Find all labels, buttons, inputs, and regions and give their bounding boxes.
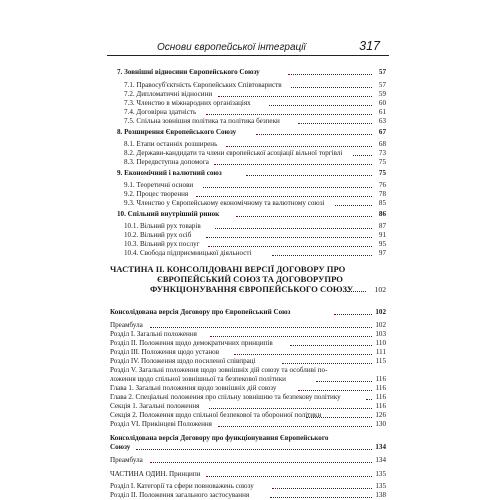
dot-leader: [218, 96, 372, 97]
dot-leader: [208, 246, 372, 247]
toc-entry-title: 9.2. Процес творення: [124, 190, 189, 198]
dot-leader: [150, 462, 372, 463]
dot-leader: [234, 354, 372, 355]
toc-page-number: 76: [378, 181, 386, 189]
toc-entry-title: Глава 2. Спеціальні положення про спільну зовнішню та безпекову політику: [110, 393, 341, 401]
toc-page-number: 59: [378, 90, 386, 98]
toc-entry-title: 9.1. Теоретичні основи: [124, 181, 194, 189]
toc-entry-title: Преамбула: [110, 321, 143, 329]
dot-leader: [269, 105, 372, 106]
toc-entry-title: 8.1. Етапи останніх розширень: [124, 140, 218, 148]
toc-page-number: 63: [378, 117, 386, 125]
toc-entry-title: 7.3. Членство в міжнародних організаціях: [124, 99, 251, 107]
toc-page-number: 68: [378, 140, 386, 148]
toc-entry-title: 7.2. Дипломатичні відносини: [124, 90, 213, 98]
toc-page-number: 116: [375, 384, 386, 392]
dot-leader: [272, 488, 372, 489]
toc-entry-title: 10.3. Вільний рух послуг: [124, 240, 200, 248]
dot-leader: [246, 175, 372, 176]
part-two-line: ЧАСТИНА ІІ. КОНСОЛІДОВАНІ ВЕРСІЇ ДОГОВОРУ ПРО: [110, 264, 346, 274]
toc-page-number: 73: [378, 149, 386, 157]
toc-page-number: 134: [375, 456, 386, 464]
toc-entry-title: ЧАСТИНА ОДИН. Принципи: [110, 470, 201, 478]
toc-entry-title: Розділ ІV. Положення щодо посиленої співпраці: [110, 357, 256, 365]
toc-entry-title: 9.3. Членство у Європейському економічному та валютному союзі: [124, 199, 325, 207]
toc-entry-title: Консолідована версія Договору про функціонування Європейського: [110, 434, 329, 442]
toc-entry-title: 10.4. Свобода підприємницької діяльності: [124, 249, 252, 257]
toc-page-number: 57: [378, 68, 386, 76]
dot-leader: [206, 237, 372, 238]
dot-leader: [203, 187, 372, 188]
dot-leader: [272, 255, 372, 256]
dot-leader: [218, 426, 372, 427]
toc-page-number: 87: [378, 222, 386, 230]
dot-leader: [256, 134, 372, 135]
toc-page-number: 116: [375, 402, 386, 410]
toc-entry-title: 10.2. Вільний рух осіб: [124, 231, 192, 239]
toc-page-number: 75: [378, 169, 386, 177]
toc-entry-title: Розділ І. Загальні положення: [110, 330, 197, 338]
toc-page-number: 86: [378, 210, 386, 218]
part-two-line: ЄВРОПЕЙСЬКИЙ СОЮЗ ТА ДОГОВОРУПРО: [157, 274, 343, 285]
toc-page-number: 61: [378, 108, 386, 116]
toc-page-number: 138: [375, 491, 386, 499]
toc-entry-title: 10. Спільний внутрішній ринок: [117, 210, 220, 218]
part-two-line: ФУНКЦІОНУВАННЯ ЄВРОПЕЙСЬКОГО СОЮЗУ: [150, 284, 354, 295]
toc-entry-title: 7. Зовнішні відносини Європейського Союзу: [117, 68, 260, 76]
toc-entry-title: 8.3. Передвступна допомога: [124, 158, 209, 166]
dot-leader: [214, 164, 372, 165]
running-title: Основи європейської інтеграції: [157, 42, 306, 53]
toc-page-number: 91: [378, 231, 386, 239]
toc-page-number: 135: [375, 482, 386, 490]
dot-leader: [270, 497, 372, 498]
toc-page-number: 126: [375, 411, 386, 419]
dot-leader: [206, 476, 372, 477]
toc-page-number: 115: [375, 357, 386, 365]
toc-page-number: 102: [375, 308, 386, 316]
toc-entry-title: 8. Розширення Європейського Союзу: [117, 128, 237, 136]
toc-page-number: 134: [375, 443, 386, 451]
toc-entry-title: Розділ ІІ. Положення щодо демократичних принципів: [110, 339, 273, 347]
dot-leader: [210, 336, 372, 337]
dot-leader: [236, 216, 372, 217]
toc-entry-title: 7.1. Правосуб'єктність Європейських Співтовариств: [124, 81, 282, 89]
part-two-heading[interactable]: [110, 264, 353, 295]
toc-page-number: 111: [375, 348, 386, 356]
toc-entry-title: 7.5. Спільна зовнішня політика та політика безпеки: [124, 117, 280, 125]
toc-entry-title: Розділ ІІІ. Положення щодо установ: [110, 348, 220, 356]
dot-leader: [226, 146, 372, 147]
toc-page-number: 102: [375, 321, 386, 329]
toc-page-number: 103: [375, 330, 386, 338]
toc-entry-title: Секція 1. Загальні положення: [110, 402, 200, 410]
toc-entry-title: Розділ ІІ. Положення загального застосування: [110, 491, 250, 499]
toc-entry-title: Розділ VI. Прикінцеві Положення: [110, 420, 212, 428]
toc-page-number: [360, 285, 386, 295]
toc-entry-title: Консолідована версія Договору про Європейський Союз: [110, 308, 291, 316]
toc-page-number: 85: [378, 199, 386, 207]
toc-page-number: 78: [378, 190, 386, 198]
toc-entry-title: 7.4. Договірна здатність: [124, 108, 197, 116]
toc-page-number: 97: [378, 249, 386, 257]
toc-page-number: 95: [378, 240, 386, 248]
dot-leader: [196, 196, 372, 197]
toc-page-number: 116: [375, 393, 386, 401]
toc-page-number: 57: [378, 81, 386, 89]
toc-entry-title: Преамбула: [110, 456, 143, 464]
toc-page-number: 67: [378, 128, 386, 136]
part-two-page-number: 102: [374, 285, 386, 294]
toc-entry-title: Розділ V. Загальні положення щодо зовнішніх дій союзу та особливі по-: [110, 366, 328, 374]
toc-page-number: 75: [378, 158, 386, 166]
toc-entry-title: 8.2. Держави-кандидати та члени європейської асоціації вільної торгівлі: [124, 149, 343, 157]
dot-leader: [215, 228, 372, 229]
dot-leader: [150, 327, 372, 328]
toc-page-number: 130: [375, 420, 386, 428]
toc-page-number: 60: [378, 99, 386, 107]
toc-entry-title: Розділ І. Категорії та сфери повноважень союзу: [110, 482, 254, 490]
toc-page-number: 135: [375, 470, 386, 478]
toc-entry-title: ложення щодо спільної зовнішньої та безпекової політики: [110, 375, 286, 383]
toc-entry-title: 9. Економічний і валютний союз: [117, 169, 222, 177]
dot-leader: [209, 408, 372, 409]
toc-entry-title: Союзу: [110, 443, 131, 451]
toc-entry-title: Глава 1. Загальні положення щодо зовнішніх дій союзу: [110, 384, 277, 392]
toc-entry-title: 10.1. Вільний рух товарів: [124, 222, 201, 230]
page-number: 317: [359, 39, 380, 53]
toc-entry-title: Секція 2. Положення щодо спільної безпекової та оборонної політики: [110, 411, 322, 419]
dot-leader: [282, 363, 372, 364]
dot-leader: [206, 114, 372, 115]
toc-page-number: 110: [375, 339, 386, 347]
toc-page-number: 116: [375, 375, 386, 383]
dot-leader: [136, 449, 372, 450]
